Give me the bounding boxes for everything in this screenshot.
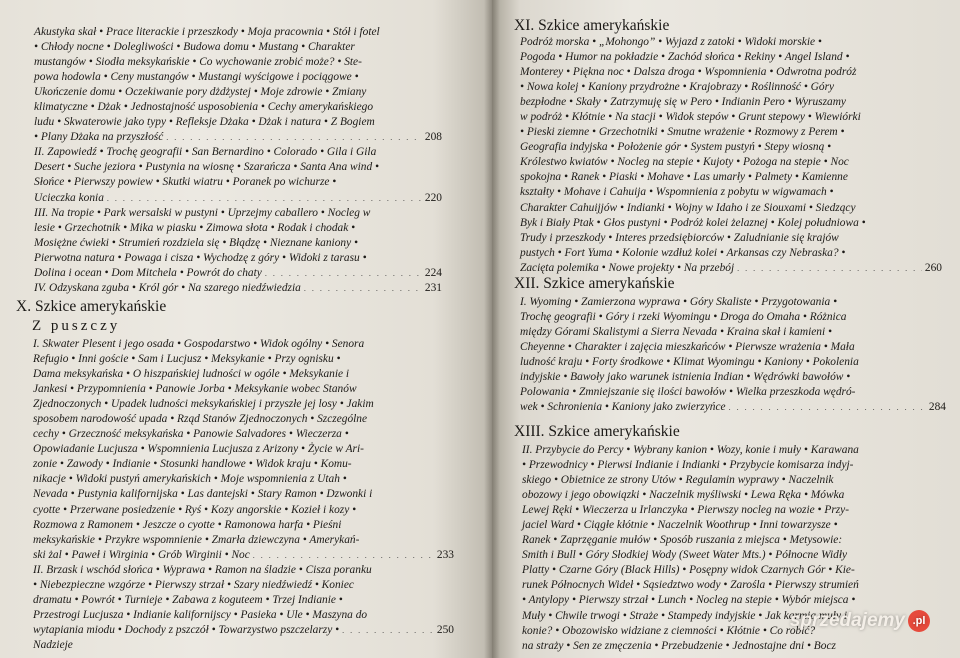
toc-line [34,85,442,100]
toc-line-text: Polowania • Zmniejszanie się ilości bawołów • Wielka przeszkoda wędró- [520,386,856,399]
toc-line-text: zonie • Zawody • Indianie • Stosunki handlowe • Widok kraju • Komu- [33,458,352,471]
toc-line-text: obozowy i jego obowiązki • Naczelnik myśliwski • Lewa Ręka • Mówka [522,489,845,502]
toc-line-text: I. Skwater Plesent i jego osada • Gospodarstwo • Widok ogólny • Senora [33,338,365,350]
toc-line [34,281,442,296]
dot-leader [253,548,434,563]
toc-line-text: Nadzieje [33,638,73,651]
page-number: 208 [424,131,442,144]
page-number: 284 [928,401,946,414]
toc-line [522,578,932,593]
section-title: XI. Szkice amerykańskie [514,17,670,34]
toc-line [522,443,932,458]
dot-leader [342,623,434,638]
toc-line-text: mustangów • Siodła meksykańskie • Co wychowanie zrobić może? • Ste- [34,56,362,69]
toc-line [520,80,942,95]
toc-line-text: • Antylopy • Pierwszy strzał • Lunch • Nocleg na stepie • Wybór miejsca • [522,594,856,607]
toc-line [34,145,442,160]
dot-leader [737,261,922,276]
toc-line-text: konie? • Obozowisko widziane z ciemności • Kłótnie • Co robić? [522,624,816,637]
toc-line-text: Trudy i przeszkody • Interes przedsiębiorców • Zaludnianie się krajów [520,231,839,244]
toc-line [520,385,946,400]
watermark-logo [790,610,930,632]
toc-line-text: Dama meksykańska • O hiszpańskiej ludności w ogóle • Meksykanie i [33,368,350,381]
toc-line-text: pustych • Fort Yuma • Kolonie wzdłuż kolei • Arkansas czy Nebraska? • [520,246,846,259]
toc-line [522,563,932,578]
toc-line-text: nikacje • Widoki pustyń amerykańskich • Moje wspomnienia z Utah • [33,473,347,486]
toc-line [34,175,442,190]
toc-line [34,55,442,70]
toc-line-text: bezpłodne • Skały • Zatrzymuję się w Pero • Indianin Pero • Wyruszamy [520,96,846,109]
toc-line [33,578,454,593]
toc-line-text: cyotte • Przerwane posiedzenie • Ryś • Kozy angorskie • Kozieł i kozy • [33,503,357,516]
toc-line [34,251,442,266]
toc-line [33,608,454,623]
book-gutter [484,0,500,658]
toc-line [34,70,442,85]
toc-line-text: cechy • Grzeczność meksykańska • Panowie Salvadores • Wieczerza • [33,428,349,441]
toc-line [520,201,942,216]
toc-line-text: Rozmowa z Ramonem • Jeszcze o cyotte • Ramonowa harfa • Pieśni [33,518,342,531]
toc-line-text: III. Na tropie • Park wersalski w pustyni • Uprzejmy caballero • Nocleg w [34,206,371,219]
toc-line [33,457,454,472]
toc-line-text: dramatu • Powrót • Turnieje • Zabawa z koguteem • Trzej Indianie • [33,593,343,606]
toc-line [522,548,932,563]
section-title: X. Szkice amerykańskie [16,298,167,315]
toc-line [33,518,454,533]
dot-leader [304,281,422,296]
toc-line [34,206,442,221]
toc-line [33,638,454,653]
toc-line-text: Ucieczka konia [34,191,104,204]
toc-line [520,170,942,185]
toc-entries [520,35,942,276]
toc-line [33,533,454,548]
right-page [492,0,960,658]
toc-line-text: II. Zapowiedź • Trochę geografii • San Bernardino • Colorado • Gila i Gila [34,146,377,159]
toc-line [34,115,442,130]
toc-line-text: Jankesi • Przypomnienia • Panowie Jorba • Meksykanie wobec Stanów [33,383,357,396]
toc-line [34,236,442,251]
toc-line-text: spokojna • Ranek • Piaski • Mohave • Las umarły • Palmety • Kamienne [520,171,848,184]
toc-line-text: ski żal • Paweł i Wirginia • Grób Wirginii • Noc [33,548,250,561]
toc-line [33,397,454,412]
toc-line-text: Lewej Ręki • Wieczerza u Irlanczyka • Pierwszy nocleg na wozie • Przy- [522,504,850,517]
toc-line [522,639,932,654]
toc-line-text: klimatyczne • Dżak • Jednostajność usposobienia • Cechy amerykańskiego [34,101,374,114]
toc-section-xi [514,17,942,276]
toc-line-text: Opowiadanie Lucjusza • Wspomnienia Lucjusza z Arizony • Życie w Ari- [33,443,364,456]
toc-line [520,295,946,310]
toc-line [33,412,454,427]
toc-line [520,65,942,80]
toc-line-text: ludność kraju • Forty środkowe • Klimat Wyomingu • Kaniony • Pokolenia [520,356,859,369]
toc-line-text: wytapiania miodu • Dochody z pszczół • Towarzystwo pszczelarzy • [33,623,340,636]
toc-line [522,473,932,488]
toc-line-text: • Pieski ziemne • Grzechotniki • Smutne wrażenie • Rozmowy z Perem • [520,126,845,139]
watermark-text: sprzedajemy [789,610,905,631]
toc-section-xii [514,275,946,415]
toc-line [522,518,932,533]
toc-line-text: • Chłody nocne • Dolegliwości • Budowa domu • Mustang • Charakter [34,41,355,54]
watermark-badge: .pl [908,610,930,632]
dot-leader [166,130,422,145]
toc-line-text: kształty • Mohave i Cahuija • Wspomnienia z pobytu w wigwamach • [520,186,834,199]
toc-line-text: jaciel Ward • Ciągłe kłótnie • Naczelnik Woothrup • Inni towarzysze • [522,519,838,532]
toc-line [520,95,942,110]
toc-line-text: Smith i Bull • Góry Słodkiej Wody (Sweet Water Mts.) • Północne Widły [522,549,848,562]
toc-line-text: lesie • Grzechotnik • Mika w piasku • Zimowa słota • Rodak i chodak • [34,221,356,234]
toc-line [34,25,442,40]
section-title: XII. Szkice amerykańskie [514,275,675,292]
toc-line [520,325,946,340]
toc-line [522,488,932,503]
toc-line-text: Przestrogi Lucjusza • Indianie kalifornijscy • Pasieka • Ule • Maszyna do [33,608,368,621]
toc-line-text: Podróż morska • „Mohongo” • Wyjazd z zatoki • Widoki morskie • [520,36,822,48]
section-title: XIII. Szkice amerykańskie [514,423,680,440]
toc-line [522,593,932,608]
toc-line-text: Pierwotna natura • Powaga i cisza • Wychodzę z góry • Widoki z tarasu • [34,251,367,264]
toc-line-text: Pogoda • Humor na pokładzie • Zachód słońca • Rekiny • Angel Island • [520,51,850,64]
toc-line [520,231,942,246]
toc-line-text: Geografia indyjska • Położenie gór • System pustyń • Stepy wiosną • [520,141,832,154]
toc-line-text: Mosiężne ćwieki • Strumień rozdziela się • Błądzę • Nieznane kaniony • [34,236,358,249]
page-number: 220 [424,191,442,204]
toc-line [33,593,454,608]
toc-line-text: indyjskie • Bawoły jako warunek istnienia Indian • Wędrówki bawołów • [520,371,851,384]
toc-line [33,487,454,502]
section-subtitle: Z puszczy [32,318,121,334]
toc-line-text: • Plany Dżaka na przyszłość [34,131,164,144]
toc-line-text: między Górami Skalistymi a Sierra Nevada • Kraina skał i kamieni • [520,326,833,339]
toc-line-text: I. Wyoming • Zamierzona wyprawa • Góry Skaliste • Przygotowania • [520,296,838,308]
toc-line-text: II. Przybycie do Percy • Wybrany kanion • Wozy, konie i muły • Karawana [522,444,859,456]
toc-line-text: w podróż • Kłótnie • Na stacji • Widok stepów • Grunt stepowy • Wiewiórki [520,111,861,124]
toc-line [520,261,942,276]
toc-line [33,352,454,367]
toc-line-text: ludu • Skwaterowie jako typy • Refleksje Dżaka • Dżak i natura • Z Bogiem [34,116,375,129]
page-number: 224 [424,266,442,279]
toc-line [522,503,932,518]
toc-line [520,110,942,125]
toc-line [520,50,942,65]
toc-line [33,548,454,563]
toc-line [520,355,946,370]
toc-section-continued [34,25,442,296]
toc-line-text: meksykańskie • Przykre wspomnienie • Zmarła dziewczyna • Amerykań- [33,533,360,546]
toc-line [520,140,942,155]
page-number: 250 [436,623,454,636]
dot-leader [107,191,422,206]
toc-line-text: Charakter Cahuijjów • Indianki • Wojny w Idaho i ze Siouxami • Siedzący [520,201,856,214]
toc-line-text: wek • Schronienia • Kaniony jako zwierzyńce [520,401,726,414]
toc-entries [33,337,454,653]
page-number: 231 [424,281,442,294]
toc-line-text: • Przewodnicy • Pierwsi Indianie i Indianki • Przybycie komisarza indyj- [522,459,854,472]
toc-line-text: Zacięta polemika • Nowe projekty • Na przebój [520,261,735,274]
toc-line-text: Muły • Chwile trwogi • Straże • Stampedy indyjskie • Jak karmią muły i [522,609,848,622]
toc-line [33,623,454,638]
toc-line-text: Trochę geografii • Góry i rzeki Wyomingu • Droga do Omaha • Różnica [520,311,847,324]
toc-line-text: Byk i Biały Ptak • Głos pustyni • Podróż kolei żelaznej • Kolej południowa • [520,216,866,229]
toc-line [520,400,946,415]
dot-leader [265,266,422,281]
toc-line-text: Ranek • Zaprzęganie mułów • Sposób ruszania z miejsca • Metysowie: [522,534,843,547]
toc-line-text: IV. Odzyskana zguba • Król gór • Na szarego niedźwiedzia [34,281,301,294]
toc-line [33,563,454,578]
toc-line-text: Słońce • Pierwszy powiew • Skutki wiatru • Poranek po wichurze • [34,176,337,189]
toc-line-text: Nevada • Pustynia kalifornijska • Las dantejski • Stary Ramon • Dzwonki i [33,488,373,501]
toc-line-text: Platty • Czarne Góry (Black Hills) • Posępny widok Czarnych Gór • Kie- [522,564,855,577]
toc-line [33,427,454,442]
toc-line [522,458,932,473]
toc-line-text: Zjednoczonych • Upadek ludności meksykańskiej i przyszłe jej losy • Jakim [33,398,374,411]
toc-line [33,382,454,397]
toc-line [34,191,442,206]
toc-line-text: Desert • Suche jeziora • Pustynia na wiosnę • Szarańcza • Santa Ana wind • [34,161,379,174]
toc-line [520,246,942,261]
toc-line-text: runek Północnych Wideł • Sąsiedztwo wody • Zarośla • Pierwszy strumień [522,579,859,592]
toc-line [33,503,454,518]
toc-line-text: sposobem narodowość upada • Rząd Stanów Zjednoczonych • Szczególne [33,413,368,426]
toc-line [520,310,946,325]
toc-line-text: Monterey • Piękna noc • Dalsza droga • Wspomnienia • Odwrotna podróż [520,66,857,79]
toc-line [34,100,442,115]
toc-line [520,340,946,355]
dot-leader [729,400,926,415]
toc-line-text: • Niebezpieczne wzgórze • Pierwszy strzał • Szary niedźwiedź • Koniec [33,578,354,591]
toc-line [34,221,442,236]
toc-line-text: Ukończenie domu • Oczekiwanie pory dżdżystej • Moje zdrowie • Zmiany [34,86,367,99]
toc-line [33,472,454,487]
toc-line [34,40,442,55]
toc-line [34,160,442,175]
toc-line [33,337,454,352]
page-number: 260 [924,261,942,274]
toc-line [520,370,946,385]
toc-line [520,185,942,200]
toc-line [34,266,442,281]
toc-line [520,125,942,140]
toc-section-x [16,298,454,653]
toc-line [33,367,454,382]
toc-line-text: skiego • Obietnice ze strony Utów • Regulamin wyprawy • Naczelnik [522,474,834,487]
toc-line [33,442,454,457]
toc-line [520,216,942,231]
toc-line-text: Akustyka skał • Prace literackie i przeszkody • Moja pracownia • Stół i fotel [34,26,380,38]
toc-line [520,35,942,50]
page-number: 233 [436,548,454,561]
toc-line-text: • Nowa kolej • Kaniony przydrożne • Krajobrazy • Roślinność • Góry [520,81,835,94]
toc-entries [34,25,442,296]
toc-line-text: na straży • Sen ze zmęczenia • Przebudzenie • Jednostajne dni • Bocz [522,639,836,652]
toc-line-text: II. Brzask i wschód słońca • Wyprawa • Ramon na śladzie • Cisza poranku [33,563,372,576]
toc-line-text: Refugio • Inni goście • Sam i Lucjusz • Meksykanie • Przy ognisku • [33,353,341,366]
toc-line-text: Cheyenne • Charakter i zajęcia mieszkańców • Pierwsze wrażenia • Mała [520,341,855,354]
toc-line [520,155,942,170]
toc-line [522,533,932,548]
toc-line [34,130,442,145]
toc-line-text: Dolina i ocean • Dom Mitchela • Powrót do chaty [34,266,262,279]
toc-line-text: powa hodowla • Ceny mustangów • Mustangi wyścigowe i pociągowe • [34,71,359,84]
toc-line-text: Królestwo kwiatów • Nocleg na stepie • Kujoty • Pożoga na stepie • Noc [520,156,849,169]
toc-entries [520,295,946,415]
